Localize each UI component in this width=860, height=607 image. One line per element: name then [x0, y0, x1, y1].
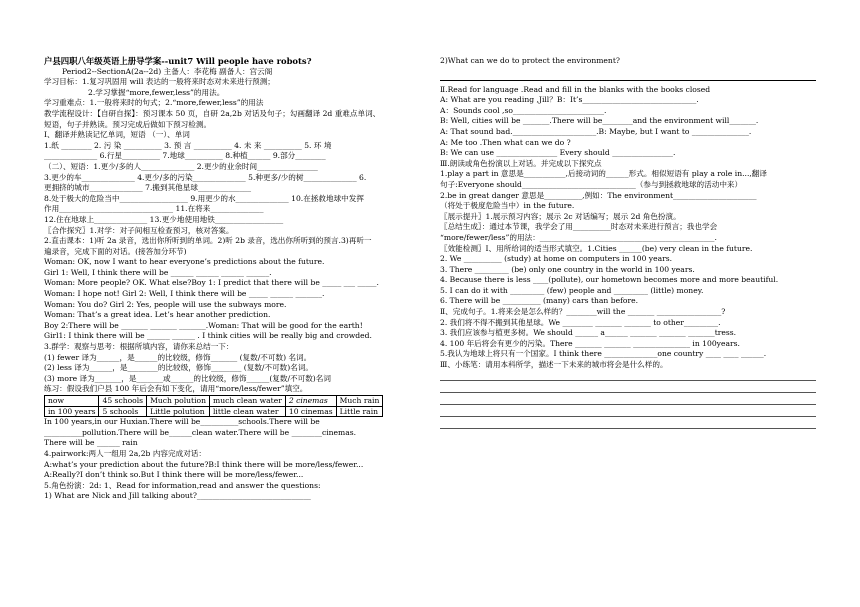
- text-line: Woman: That’s a great idea. Let’s hear another prediction.: [44, 310, 271, 320]
- text-line: 〖效能检测〗Ⅰ、用所给词的适当形式填空。1.Cities ______(be) very clean in the future.: [440, 243, 753, 253]
- text-line: 短语，句子并熟读。预习完成后做如下预习检测。: [44, 119, 212, 129]
- table-cell: now: [45, 396, 99, 407]
- text-line: 6. There will be __________ (many) cars than before.: [440, 296, 639, 306]
- text-line: （二）、短语：1.更少/多的人______________ 2.更少的业余时间________________: [44, 161, 318, 171]
- table-cell: Much polution: [147, 396, 210, 407]
- text-line: In 100 years,in our Huxian.There will be__________schools.There will be: [44, 417, 320, 427]
- text-line: 5. I can do it with _________ (few) people and _________ (little) money.: [440, 285, 704, 295]
- text-line: 学习重难点：1.一般将来时的句式；2.“more,fewer,less”的用法: [44, 98, 264, 108]
- text-line: B: We can use ________________ Every should ________________.: [440, 148, 676, 158]
- text-line: 2. 我们将不得不搬到其他星球。We ________ _______ _______ to other_________.: [440, 317, 721, 327]
- text-line: 12.住在地球上______________ 13.更少地使用地铁__________________: [44, 214, 284, 224]
- text-line: 1.纸 ________ 2. 污 染 __________ 3. 预 言 __________ 4. 未 来 __________ 5. 环 境: [44, 140, 332, 150]
- table-cell: Much rain: [336, 396, 383, 407]
- text-line: Ⅱ.Read for language .Read and fill in the blanks with the books closed: [440, 84, 711, 94]
- text-line: 〖总结生成〗：通过本节课，我学会了用__________时态对未来进行预言；我也学会: [440, 222, 718, 232]
- text-line: Ⅲ.朗读或角色扮演以上对话。并完成以下探究点: [440, 158, 602, 168]
- table-row: [45, 406, 383, 417]
- text-line: 〖合作探究〗1.对学：对子间相互检查预习，核对答案。: [44, 225, 234, 235]
- text-line: 教学流程设计：【自研自探】：预习课本 50 页，自研 2a,2b 对话及句子；勾画翻译 2d 重难点单词、: [44, 108, 381, 118]
- table-cell: in 100 years: [45, 406, 99, 417]
- text-line: 1) What are Nick and Jill talking about?______________________________: [44, 491, 311, 501]
- text-line: Ⅲ、小练笔：请用本科所学，描述一下未来的城市将会是什么样的。: [440, 360, 668, 370]
- text-line: Girl1: I think there will be ______ ______ . I think cities will be really big and crowded.: [44, 331, 372, 341]
- answer-blank-line[interactable]: [440, 395, 816, 405]
- table-cell: 45 schools: [99, 396, 147, 407]
- divider-line: [440, 80, 816, 81]
- answer-blank-line[interactable]: [440, 419, 816, 429]
- text-line: 2)What can we do to protect the environment?: [440, 56, 620, 65]
- comparison-table: [44, 395, 383, 417]
- text-line: A: What are you reading ,Jill？B：It’s______________________________.: [440, 95, 699, 105]
- text-line: Girl 1: Well, I think there will be ______ ______ ______ ______.: [44, 267, 272, 277]
- text-line: 学习目标：1.复习巩固用 will 表达的一般将来时态对未来进行预测；: [44, 77, 275, 87]
- text-line: B: Well, cities will be _______.There will be________and the environment will_______.: [440, 116, 759, 126]
- text-line: 2.学习掌握“more,fewer,less”的用法。: [88, 87, 225, 97]
- text-line: Woman: I hope not! Girl 2: Well, I think there will be _____ ______ _______.: [44, 289, 325, 299]
- text-line: A: That sound bad.______________________.B: Maybe, but I want to _______________.: [440, 126, 752, 136]
- text-line: A:Really?I don’t think so.But I think there will be more/less/fewer...: [44, 470, 304, 480]
- text-line: (3) more 译为_______，是_______或______的比较级，修饰______(复数/不可数)名词: [44, 373, 331, 383]
- text-line: Ⅰ、翻译并熟读记忆单词，短语 （一）、单词: [44, 130, 190, 140]
- table-cell: 2 cinemas: [285, 396, 336, 407]
- text-line: 作用______________________________ 11.在将来______________: [44, 204, 264, 214]
- answer-blank-line[interactable]: [440, 407, 816, 417]
- text-line: 句子:Everyone should______________________________（参与到拯救地球的活动中来）: [440, 179, 743, 189]
- table-cell: 5 schools: [99, 406, 147, 417]
- text-line: __________pollution.There will be______clean water.There will be ________cinemas.: [44, 427, 357, 437]
- text-line: [440, 67, 816, 77]
- text-line: 4. Because there is less ____(pollute), our hometown becomes more and more beautiful.: [440, 275, 779, 285]
- text-line: 练习：假设我们户县 100 年后会有如下变化，请用“more/less/fewer”填空。: [44, 384, 308, 394]
- text-line: 遍录音，完成下面的对话。(接答加分环节): [44, 246, 187, 256]
- text-line: Period2--SectionA(2a--2d) 主备人：李花梅 副备人：宫云阁: [62, 66, 273, 76]
- right-column: [440, 56, 816, 431]
- text-line: “more/fewer/less”的用法：______________________________________________.: [440, 232, 717, 242]
- text-line: 5.我认为地球上将只有一个国家。I think there ______________one country ____ ____ ______.: [440, 349, 767, 359]
- text-line: 2.直击课本：1)听 2a 录音，选出你所听到的单词。2)听 2b 录音，选出你所听到的预言.3)再听一: [44, 236, 372, 246]
- text-line: 更拥挤的城市______________ 7.搬到其他星球______________: [44, 183, 252, 193]
- text-line: 户县四职八年级英语上册导学案--unit7 Will people have robots?: [44, 56, 312, 66]
- text-line: Woman: You do? Girl 2: Yes, people will use the subways more.: [44, 299, 287, 309]
- text-line: There will be ______ rain: [44, 438, 138, 448]
- text-line: Woman: More people? OK. What else?Boy 1: I predict that there will be _____ ___ _____.: [44, 278, 379, 288]
- table-row: [45, 396, 383, 407]
- left-text-block-2: [44, 417, 426, 502]
- text-line: 〖展示提升〗1.展示预习内容；展示 2c 对话编写；展示 2d 角色扮演。: [440, 211, 681, 221]
- text-line: 5.角色扮演：2d: 1、Read for information,read and answer the questions:: [44, 480, 321, 490]
- text-line: 2. We __________ (study) at home on computers in 100 years.: [440, 254, 673, 264]
- table-cell: Little polution: [147, 406, 210, 417]
- table-cell: much clean water: [210, 396, 286, 407]
- right-text-block: [440, 56, 816, 371]
- text-line: (2) less 译为______，是________的比较级，修饰________ (复数/不可数)名词。: [44, 363, 314, 373]
- text-line: 3.更少的车______________ 4.更少/多的污染______________ 5.种更多/少的树______________ 6.: [44, 172, 367, 182]
- text-line: 1.play a part in 意思是___________,后接动词的______形式。相似短语有 play a role in...,翻译: [440, 169, 767, 179]
- text-line: A: Me too .Then what can we do ?: [440, 137, 571, 147]
- writing-blank-lines: [440, 371, 816, 429]
- table-cell: little clean water: [210, 406, 286, 417]
- text-line: 2.be in great danger 意思是__________,例如：The environment______________________: [440, 190, 757, 200]
- text-line: Boy 2:There will be _______ _______ _______.Woman: That will be good for the earth!: [44, 320, 363, 330]
- answer-blank-line[interactable]: [440, 371, 816, 381]
- text-line: （将处于极度危险当中）in the future.: [440, 201, 575, 211]
- text-line: Ⅱ、完成句子。1.将来会是怎么样的？________will the _______ _________________?: [440, 307, 726, 317]
- text-line: ______________ 6.行星__________ 7.地球__________ 8.种植______ 9.部分________: [44, 151, 326, 161]
- text-line: A:what’s your prediction about the future?B:I think there will be more/less/fewer...: [44, 459, 364, 469]
- left-column: [44, 56, 426, 502]
- answer-blank-line[interactable]: [440, 383, 816, 393]
- text-line: A：Sounds cool ,so________________________.: [440, 105, 607, 115]
- text-line: 8.处于极大的危险当中__________________ 9.用更少的水______________ 10.在拯救地球中发挥: [44, 193, 364, 203]
- text-line: 4.pairwork:两人一组用 2a,2b 内容完成对话：: [44, 448, 206, 458]
- left-text-block: [44, 56, 426, 395]
- text-line: 3. 我们应该参与植更多树。We should ______ a______ _______ _______ _______tress.: [440, 328, 737, 338]
- table-cell: Little rain: [336, 406, 383, 417]
- text-line: 3.群学：观察与思考：根据所填内容，请你来总结一下：: [44, 342, 234, 352]
- text-line: 3. There _________ (be) only one country in the world in 100 years.: [440, 264, 695, 274]
- text-line: Woman: OK, now I want to hear everyone’s predictions about the future.: [44, 257, 325, 267]
- text-line: 4. 100 年后将会有更少的污染。There _______ _______ _______________ in 100years.: [440, 338, 740, 348]
- table-cell: 10 cinemas: [285, 406, 336, 417]
- text-line: (1) fewer 译为______，是______的比较级，修饰_______ (复数/不可数) 名词。: [44, 352, 312, 362]
